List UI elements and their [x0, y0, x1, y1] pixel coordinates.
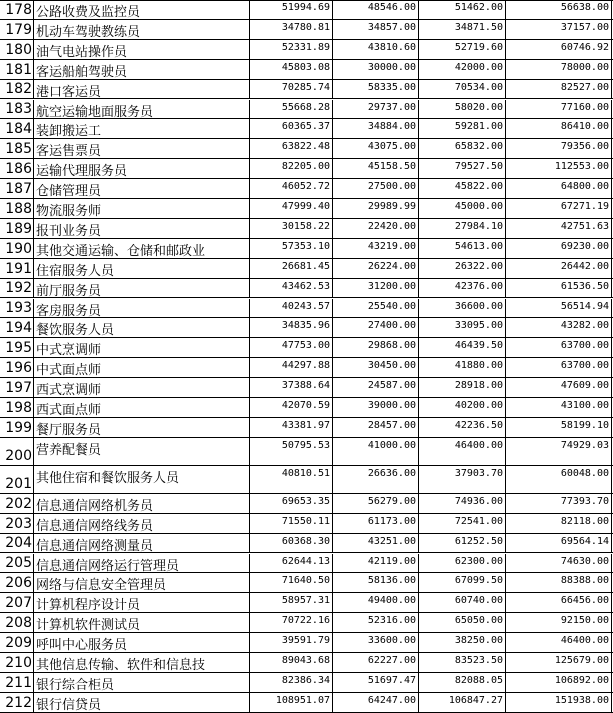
value-cell-1[interactable]: 37388.64: [249, 378, 332, 397]
occupation-name-cell[interactable]: 营养配餐员: [33, 438, 249, 465]
value-cell-3[interactable]: 28918.00: [418, 378, 505, 397]
table-row: [0, 119, 613, 139]
value-cell-3[interactable]: 45822.00: [418, 179, 505, 198]
value-cell-3[interactable]: 33095.00: [418, 318, 505, 337]
value-cell-1[interactable]: 70722.16: [249, 613, 332, 632]
value-cell-2[interactable]: 41000.00: [332, 438, 418, 465]
value-cell-2[interactable]: 51697.47: [332, 673, 418, 692]
value-cell-4[interactable]: 66456.00: [505, 593, 612, 612]
row-number-cell[interactable]: 209: [5, 634, 32, 651]
value-cell-1[interactable]: 57353.10: [249, 239, 332, 258]
value-cell-2[interactable]: 33600.00: [332, 633, 418, 652]
value-cell-1[interactable]: 108951.07: [249, 693, 332, 712]
table-row: [0, 613, 613, 633]
table-row: [0, 438, 613, 466]
occupation-name-cell[interactable]: 西式烹调师: [33, 378, 249, 397]
value-cell-4[interactable]: 125679.00: [505, 653, 612, 672]
value-cell-2[interactable]: 56279.00: [332, 494, 418, 513]
table-row: [0, 239, 613, 259]
value-cell-4[interactable]: 86410.00: [505, 119, 612, 138]
occupation-name-cell[interactable]: 计算机程序设计员: [33, 593, 249, 612]
row-number-cell[interactable]: 202: [5, 495, 32, 512]
value-cell-3[interactable]: 52719.60: [418, 40, 505, 59]
table-row: [0, 318, 613, 338]
row-number-cell[interactable]: 196: [5, 360, 32, 377]
row-number-cell[interactable]: 204: [5, 535, 32, 552]
table-row: [0, 20, 613, 40]
occupation-name-cell[interactable]: 住宿服务人员: [33, 259, 249, 278]
table-row: [0, 60, 613, 80]
value-cell-4[interactable]: 43100.00: [505, 398, 612, 417]
row-number-cell[interactable]: 188: [5, 200, 32, 217]
value-cell-4[interactable]: 63700.00: [505, 338, 612, 357]
value-cell-3[interactable]: 45000.00: [418, 199, 505, 218]
row-number-cell[interactable]: 180: [5, 41, 32, 58]
row-number-cell[interactable]: 210: [5, 654, 32, 671]
value-cell-2[interactable]: 48546.00: [332, 0, 418, 19]
value-cell-1[interactable]: 52331.89: [249, 40, 332, 59]
table-row: [0, 259, 613, 279]
value-cell-4[interactable]: 78000.00: [505, 60, 612, 79]
occupation-name-cell[interactable]: 报刊业务员: [33, 219, 249, 238]
value-cell-1[interactable]: 71640.50: [249, 573, 332, 592]
value-cell-2[interactable]: 34857.00: [332, 20, 418, 39]
value-cell-2[interactable]: 43219.00: [332, 239, 418, 258]
occupation-name-cell[interactable]: 油气电站操作员: [33, 40, 249, 59]
value-cell-2[interactable]: 52316.00: [332, 613, 418, 632]
value-cell-1[interactable]: 60368.30: [249, 534, 332, 553]
value-cell-4[interactable]: 82118.00: [505, 514, 612, 533]
table-row: [0, 378, 613, 398]
row-number-cell[interactable]: 182: [5, 81, 32, 98]
value-cell-2[interactable]: 42119.00: [332, 554, 418, 573]
occupation-name-cell[interactable]: 餐厅服务员: [33, 418, 249, 437]
table-row: [0, 593, 613, 613]
row-number-cell[interactable]: 197: [5, 379, 32, 396]
occupation-name-cell[interactable]: 其他信息传输、软件和信息技: [33, 653, 249, 672]
row-number-cell[interactable]: 193: [5, 300, 32, 317]
value-cell-2[interactable]: 45158.50: [332, 159, 418, 178]
value-cell-3[interactable]: 38250.00: [418, 633, 505, 652]
table-row: [0, 100, 613, 120]
value-cell-1[interactable]: 30158.22: [249, 219, 332, 238]
value-cell-3[interactable]: 62300.00: [418, 554, 505, 573]
occupation-name-cell[interactable]: 仓储管理员: [33, 179, 249, 198]
value-cell-1[interactable]: 34780.81: [249, 20, 332, 39]
row-number-cell[interactable]: 198: [5, 399, 32, 416]
value-cell-1[interactable]: 82386.34: [249, 673, 332, 692]
value-cell-3[interactable]: 51462.00: [418, 0, 505, 19]
value-cell-4[interactable]: 79356.00: [505, 139, 612, 158]
row-number-cell[interactable]: 181: [5, 61, 32, 78]
value-cell-3[interactable]: 46439.50: [418, 338, 505, 357]
table-row: [0, 653, 613, 673]
value-cell-4[interactable]: 56514.94: [505, 299, 612, 318]
row-number-cell[interactable]: 211: [5, 674, 32, 691]
table-row: [0, 573, 613, 593]
row-number-cell[interactable]: 184: [5, 121, 32, 138]
table-row: [0, 693, 613, 713]
value-cell-4[interactable]: 112553.00: [505, 159, 612, 178]
occupation-name-cell[interactable]: 呼叫中心服务员: [33, 633, 249, 652]
value-cell-1[interactable]: 60365.37: [249, 119, 332, 138]
value-cell-4[interactable]: 69230.00: [505, 239, 612, 258]
table-row: [0, 466, 613, 494]
row-number-cell[interactable]: 205: [5, 555, 32, 572]
value-cell-3[interactable]: 42000.00: [418, 60, 505, 79]
table-row: [0, 219, 613, 239]
value-cell-1[interactable]: 43381.97: [249, 418, 332, 437]
value-cell-3[interactable]: 41880.00: [418, 358, 505, 377]
value-cell-1[interactable]: 45803.08: [249, 60, 332, 79]
value-cell-1[interactable]: 51994.69: [249, 0, 332, 19]
value-cell-2[interactable]: 27500.00: [332, 179, 418, 198]
value-cell-4[interactable]: 88388.00: [505, 573, 612, 592]
value-cell-2[interactable]: 58335.00: [332, 80, 418, 99]
occupation-name-cell[interactable]: 餐饮服务人员: [33, 318, 249, 337]
row-number-cell[interactable]: 208: [5, 615, 32, 632]
table-row: [0, 159, 613, 179]
value-cell-1[interactable]: 58957.31: [249, 593, 332, 612]
occupation-name-cell[interactable]: 其他住宿和餐饮服务人员: [33, 466, 249, 493]
row-number-cell[interactable]: 183: [5, 101, 32, 118]
row-number-cell[interactable]: 187: [5, 180, 32, 197]
value-cell-4[interactable]: 151938.00: [505, 693, 612, 712]
value-cell-4[interactable]: 67271.19: [505, 199, 612, 218]
value-cell-1[interactable]: 63822.48: [249, 139, 332, 158]
value-cell-2[interactable]: 31200.00: [332, 279, 418, 298]
value-cell-3[interactable]: 27984.10: [418, 219, 505, 238]
value-cell-2[interactable]: 34884.00: [332, 119, 418, 138]
occupation-name-cell[interactable]: 客运售票员: [33, 139, 249, 158]
table-row: [0, 633, 613, 653]
value-cell-2[interactable]: 29737.00: [332, 100, 418, 119]
value-cell-2[interactable]: 25540.00: [332, 299, 418, 318]
table-row: [0, 80, 613, 100]
value-cell-2[interactable]: 28457.00: [332, 418, 418, 437]
value-cell-3[interactable]: 70534.00: [418, 80, 505, 99]
value-cell-2[interactable]: 64247.00: [332, 693, 418, 712]
occupation-name-cell[interactable]: 运输代理服务员: [33, 159, 249, 178]
value-cell-4[interactable]: 82527.00: [505, 80, 612, 99]
value-cell-4[interactable]: 61536.50: [505, 279, 612, 298]
value-cell-2[interactable]: 62227.00: [332, 653, 418, 672]
table-row: [0, 338, 613, 358]
table-row: [0, 398, 613, 418]
value-cell-1[interactable]: 71550.11: [249, 514, 332, 533]
value-cell-1[interactable]: 69653.35: [249, 494, 332, 513]
occupation-name-cell[interactable]: 客运船舶驾驶员: [33, 60, 249, 79]
value-cell-1[interactable]: 40810.51: [249, 466, 332, 493]
table-row: [0, 279, 613, 299]
table-row: [0, 0, 613, 20]
row-number-cell[interactable]: 212: [5, 694, 32, 711]
value-cell-4[interactable]: 92150.00: [505, 613, 612, 632]
table-row: [0, 554, 613, 574]
value-cell-3[interactable]: 36600.00: [418, 299, 505, 318]
value-cell-2[interactable]: 26636.00: [332, 466, 418, 493]
occupation-name-cell[interactable]: 银行综合柜员: [33, 673, 249, 692]
value-cell-2[interactable]: 26224.00: [332, 259, 418, 278]
value-cell-4[interactable]: 69564.14: [505, 534, 612, 553]
value-cell-4[interactable]: 56638.00: [505, 0, 612, 19]
row-number-cell[interactable]: 195: [5, 340, 32, 357]
value-cell-3[interactable]: 65832.00: [418, 139, 505, 158]
row-number-cell[interactable]: 203: [5, 515, 32, 532]
value-cell-2[interactable]: 61173.00: [332, 514, 418, 533]
occupation-name-cell[interactable]: 中式面点师: [33, 358, 249, 377]
row-number-cell[interactable]: 201: [5, 475, 32, 492]
occupation-name-cell[interactable]: 网络与信息安全管理员: [33, 573, 249, 592]
value-cell-3[interactable]: 40200.00: [418, 398, 505, 417]
value-cell-4[interactable]: 63700.00: [505, 358, 612, 377]
value-cell-4[interactable]: 37157.00: [505, 20, 612, 39]
value-cell-4[interactable]: 46400.00: [505, 633, 612, 652]
row-number-cell[interactable]: 189: [5, 220, 32, 237]
value-cell-2[interactable]: 22420.00: [332, 219, 418, 238]
value-cell-3[interactable]: 60740.00: [418, 593, 505, 612]
value-cell-3[interactable]: 61252.50: [418, 534, 505, 553]
value-cell-2[interactable]: 29989.99: [332, 199, 418, 218]
value-cell-1[interactable]: 55668.28: [249, 100, 332, 119]
row-number-cell[interactable]: 207: [5, 595, 32, 612]
table-row: [0, 494, 613, 514]
value-cell-3[interactable]: 83523.50: [418, 653, 505, 672]
occupation-name-cell[interactable]: 计算机软件测试员: [33, 613, 249, 632]
value-cell-2[interactable]: 43251.00: [332, 534, 418, 553]
occupation-name-cell[interactable]: 装卸搬运工: [33, 119, 249, 138]
occupation-name-cell[interactable]: 机动车驾驶教练员: [33, 20, 249, 39]
value-cell-2[interactable]: 43810.60: [332, 40, 418, 59]
value-cell-4[interactable]: 58199.10: [505, 418, 612, 437]
value-cell-1[interactable]: 39591.79: [249, 633, 332, 652]
table-row: [0, 40, 613, 60]
value-cell-3[interactable]: 54613.00: [418, 239, 505, 258]
value-cell-3[interactable]: 65050.00: [418, 613, 505, 632]
row-number-cell[interactable]: 179: [5, 21, 32, 38]
occupation-name-cell[interactable]: 信息通信网络线务员: [33, 514, 249, 533]
occupation-name-cell[interactable]: 银行信贷员: [33, 693, 249, 712]
value-cell-3[interactable]: 72541.00: [418, 514, 505, 533]
value-cell-4[interactable]: 60048.00: [505, 466, 612, 493]
value-cell-1[interactable]: 34835.96: [249, 318, 332, 337]
value-cell-1[interactable]: 43462.53: [249, 279, 332, 298]
value-cell-4[interactable]: 47609.00: [505, 378, 612, 397]
value-cell-1[interactable]: 47999.40: [249, 199, 332, 218]
value-cell-2[interactable]: 24587.00: [332, 378, 418, 397]
row-number-cell[interactable]: 186: [5, 161, 32, 178]
value-cell-3[interactable]: 46400.00: [418, 438, 505, 465]
value-cell-1[interactable]: 82205.00: [249, 159, 332, 178]
value-cell-3[interactable]: 42236.50: [418, 418, 505, 437]
value-cell-3[interactable]: 37903.70: [418, 466, 505, 493]
row-number-cell[interactable]: 191: [5, 260, 32, 277]
value-cell-4[interactable]: 60746.92: [505, 40, 612, 59]
value-cell-3[interactable]: 59281.00: [418, 119, 505, 138]
value-cell-1[interactable]: 62644.13: [249, 554, 332, 573]
value-cell-1[interactable]: 50795.53: [249, 438, 332, 465]
value-cell-2[interactable]: 49400.00: [332, 593, 418, 612]
value-cell-3[interactable]: 58020.00: [418, 100, 505, 119]
value-cell-3[interactable]: 26322.00: [418, 259, 505, 278]
value-cell-4[interactable]: 64800.00: [505, 179, 612, 198]
table-row: [0, 199, 613, 219]
table-row: [0, 514, 613, 534]
table-row: [0, 179, 613, 199]
value-cell-3[interactable]: 74936.00: [418, 494, 505, 513]
occupation-name-cell[interactable]: 前厅服务员: [33, 279, 249, 298]
occupation-name-cell[interactable]: 物流服务师: [33, 199, 249, 218]
table-row: [0, 358, 613, 378]
value-cell-3[interactable]: 106847.27: [418, 693, 505, 712]
value-cell-4[interactable]: 106892.00: [505, 673, 612, 692]
row-number-cell[interactable]: 199: [5, 419, 32, 436]
occupation-name-cell[interactable]: 客房服务员: [33, 299, 249, 318]
table-row: [0, 418, 613, 438]
row-number-cell[interactable]: 200: [5, 447, 32, 464]
value-cell-2[interactable]: 30000.00: [332, 60, 418, 79]
value-cell-1[interactable]: 26681.45: [249, 259, 332, 278]
row-number-cell[interactable]: 194: [5, 320, 32, 337]
value-cell-4[interactable]: 26442.00: [505, 259, 612, 278]
value-cell-2[interactable]: 39000.00: [332, 398, 418, 417]
value-cell-3[interactable]: 79527.50: [418, 159, 505, 178]
value-cell-2[interactable]: 27400.00: [332, 318, 418, 337]
value-cell-1[interactable]: 44297.88: [249, 358, 332, 377]
value-cell-1[interactable]: 42070.59: [249, 398, 332, 417]
value-cell-1[interactable]: 46052.72: [249, 179, 332, 198]
occupation-name-cell[interactable]: 信息通信网络测量员: [33, 534, 249, 553]
value-cell-4[interactable]: 77160.00: [505, 100, 612, 119]
table-row: [0, 299, 613, 319]
value-cell-4[interactable]: 42751.63: [505, 219, 612, 238]
value-cell-4[interactable]: 43282.00: [505, 318, 612, 337]
value-cell-1[interactable]: 70285.74: [249, 80, 332, 99]
value-cell-4[interactable]: 74929.03: [505, 438, 612, 465]
row-number-cell[interactable]: 206: [5, 575, 32, 592]
row-number-cell[interactable]: 185: [5, 141, 32, 158]
table-row: [0, 534, 613, 554]
occupation-name-cell[interactable]: 航空运输地面服务员: [33, 100, 249, 119]
value-cell-2[interactable]: 30450.00: [332, 358, 418, 377]
value-cell-2[interactable]: 29868.00: [332, 338, 418, 357]
value-cell-4[interactable]: 77393.70: [505, 494, 612, 513]
value-cell-3[interactable]: 34871.50: [418, 20, 505, 39]
occupation-name-cell[interactable]: 信息通信网络运行管理员: [33, 554, 249, 573]
row-number-cell[interactable]: 178: [5, 1, 32, 18]
row-number-cell[interactable]: 190: [5, 240, 32, 257]
occupation-name-cell[interactable]: 公路收费及监控员: [33, 0, 249, 19]
value-cell-1[interactable]: 89043.68: [249, 653, 332, 672]
row-number-cell[interactable]: 192: [5, 280, 32, 297]
value-cell-3[interactable]: 82088.05: [418, 673, 505, 692]
occupation-name-cell[interactable]: 信息通信网络机务员: [33, 494, 249, 513]
value-cell-1[interactable]: 40243.57: [249, 299, 332, 318]
value-cell-3[interactable]: 67099.50: [418, 573, 505, 592]
value-cell-1[interactable]: 47753.00: [249, 338, 332, 357]
value-cell-2[interactable]: 58136.00: [332, 573, 418, 592]
occupation-name-cell[interactable]: 中式烹调师: [33, 338, 249, 357]
value-cell-2[interactable]: 43075.00: [332, 139, 418, 158]
table-row: [0, 673, 613, 693]
occupation-name-cell[interactable]: 西式面点师: [33, 398, 249, 417]
table-row: [0, 139, 613, 159]
occupation-name-cell[interactable]: 港口客运员: [33, 80, 249, 99]
value-cell-4[interactable]: 74630.00: [505, 554, 612, 573]
value-cell-3[interactable]: 42376.00: [418, 279, 505, 298]
occupation-name-cell[interactable]: 其他交通运输、仓储和邮政业: [33, 239, 249, 258]
